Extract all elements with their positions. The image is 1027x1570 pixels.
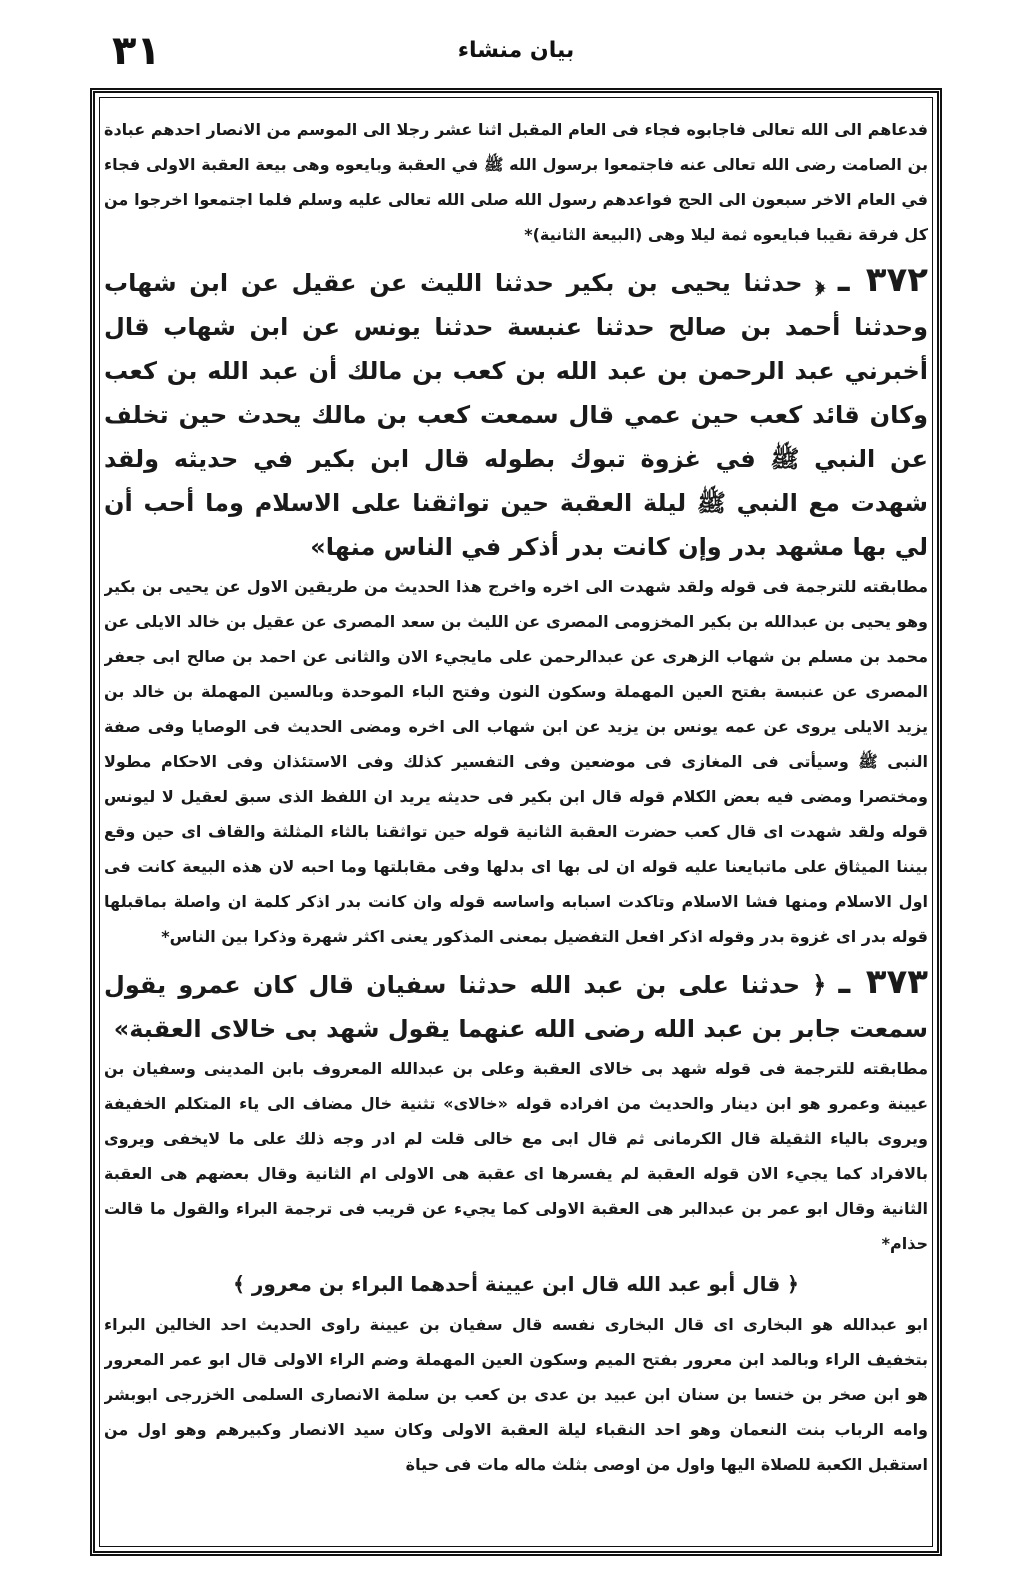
commentary-paragraph: مطابقته للترجمة فى قوله شهد بى خالاى العقبة وعلى بن عبدالله المعروف بابن المدينى وسفيان بن عيينة وعمرو هو ابن دينار والحديث من افراده قوله «خالاى» تثنية خال مضاف الى ياء المتكلم الخفيفة ويروى بالياء الثقيلة قال الكرمانى ثم قال ابى مع خالى قلت لم ادر وجه ذلك على ما لايخفى ويروى بالافراد كما يجيء الان قوله العقبة لم يفسرها اى عقبة هى الاولى ام الثانية وقال بعضهم هى العقبة الثانية وقال ابو عمر بن عبدالبر هى العقبة الاولى كما يجيء عن قريب فى ترجمة البراء والقول ما قالت حذام* — [104, 1059, 928, 1253]
ornament-open: ﴿ — [815, 269, 826, 297]
hadith-text: حدثنا يحيى بن بكير حدثنا الليث عن عقيل عن ابن شهاب وحدثنا أحمد بن صالح حدثنا عنبسة حدثنا يونس عن ابن شهاب قال أخبرني عبد الرحمن بن عبد الله بن كعب بن مالك أن عبد الله بن كعب وكان قائد كعب حين عمي قال سمعت كعب بن مالك يحدث حين تخلف عن النبي ﷺ في غزوة تبوك بطوله قال ابن بكير في حديثه ولقد شهدت مع النبي ﷺ ليلة العقبة حين تواثقنا على الاسلام وما أحب أن لي بها مشهد بدر وإن كانت بدر أذكر في الناس منها» — [104, 269, 928, 561]
hadith-372 — [104, 258, 928, 569]
commentary-paragraph: ابو عبدالله هو البخارى اى قال البخارى نفسه قال سفيان بن عيينة راوى الحديث احد الخالين البراء بتخفيف الراء وبالمد ابن معرور بفتح الميم وسكون العين المهملة وضم الراء الاولى قال ابو عمر المعرور هو ابن صخر بن خنسا بن سنان ابن عبيد بن عدى بن كعب بن سلمة الانصارى السلمى الخزرجى ابوبشر وامه الرباب بنت النعمان وهو احد النقباء ليلة العقبة الاولى وكان سيد الانصار وكبيرهم وهو اول من استقبل الكعبة للصلاة اليها واول من اوصى بثلث ماله مات فى حياة — [104, 1315, 928, 1474]
section-heading — [104, 1261, 928, 1307]
commentary-paragraph: مطابقته للترجمة فى قوله ولقد شهدت الى اخره واخرج هذا الحديث من طريقين الاول عن يحيى بن بكير وهو يحيى بن عبدالله بن بكير المخزومى المصرى عن الليث بن سعد المصرى عن عقيل بن خالد الايلى عن محمد بن مسلم بن شهاب الزهرى عن عبدالرحمن على مايجيء الان والثانى عن احمد بن صالح ابى جعفر المصرى عن عنبسة بفتح العين المهملة وسكون النون وفتح الباء الموحدة وبالسين المهملة بن خالد بن يزيد الايلى يروى عن عمه يونس بن يزيد عن ابن شهاب الى اخره ومضى الحديث فى الوصايا وفى صفة النبى ﷺ وسيأتى فى المغازى فى موضعين وفى التفسير كذلك وفى الاستئذان وفى الاحكام مطولا ومختصرا ومضى فيه بعض الكلام قوله قال ابن بكير فى حديثه يريد ان اللفظ الذى سبق لعقيل لا ليونس قوله ولقد شهدت اى قال كعب حضرت العقبة الثانية قوله حين تواثقنا بالثاء المثلثة والقاف اى حين وقع بيننا الميثاق على ماتبايعنا عليه قوله ان لى بها اى بدلها وفى مقابلتها وما احبه لان هذه البيعة كانت فى اول الاسلام ومنها فشا الاسلام وتاكدت اسبابه واساسه قوله وان كانت بدر اذكر كلمة ان واصلة بماقبلها قوله بدر اى غزوة بدر وقوله اذكر افعل التفضيل بمعنى المذكور يعنى اكثر شهرة وذكرا بين الناس* — [104, 577, 928, 946]
hadith-number: ٣٧٢ ـ — [837, 260, 928, 300]
section-heading-text: قال أبو عبد الله قال ابن عيينة أحدهما البراء بن معرور — [251, 1272, 781, 1296]
commentary-paragraph: فدعاهم الى الله تعالى فاجابوه فجاء فى العام المقبل اثنا عشر رجلا الى الموسم من الانصار احدهم عبادة بن الصامت رضى الله تعالى عنه فاجتمعوا برسول الله ﷺ في العقبة وبايعوه وهى بيعة العقبة الاولى فجاء في العام الاخر سبعون الى الحج فواعدهم رسول الله صلى الله تعالى عليه وسلم فلما اجتمعوا اخرجوا من كل فرقة نقيبا فبايعوه ثمة ليلا وهى (البيعة الثانية)* — [104, 120, 928, 244]
hadith-number: ٣٧٣ ـ — [838, 962, 928, 1002]
hadith-text: حدثنا على بن عبد الله حدثنا سفيان قال كان عمرو يقول سمعت جابر بن عبد الله رضى الله عنهما يقول شهد بى خالاى العقبة» — [104, 971, 928, 1043]
page-number: ٣١ — [112, 28, 161, 74]
running-title: بيان منشاء — [457, 38, 575, 63]
page-content — [104, 112, 928, 1542]
ornament-open: ﴿ — [812, 971, 827, 999]
hadith-373 — [104, 960, 928, 1051]
page-header — [92, 28, 940, 84]
ornament-open: ﴿ — [787, 1272, 799, 1296]
ornament-close: ﴾ — [233, 1272, 245, 1296]
